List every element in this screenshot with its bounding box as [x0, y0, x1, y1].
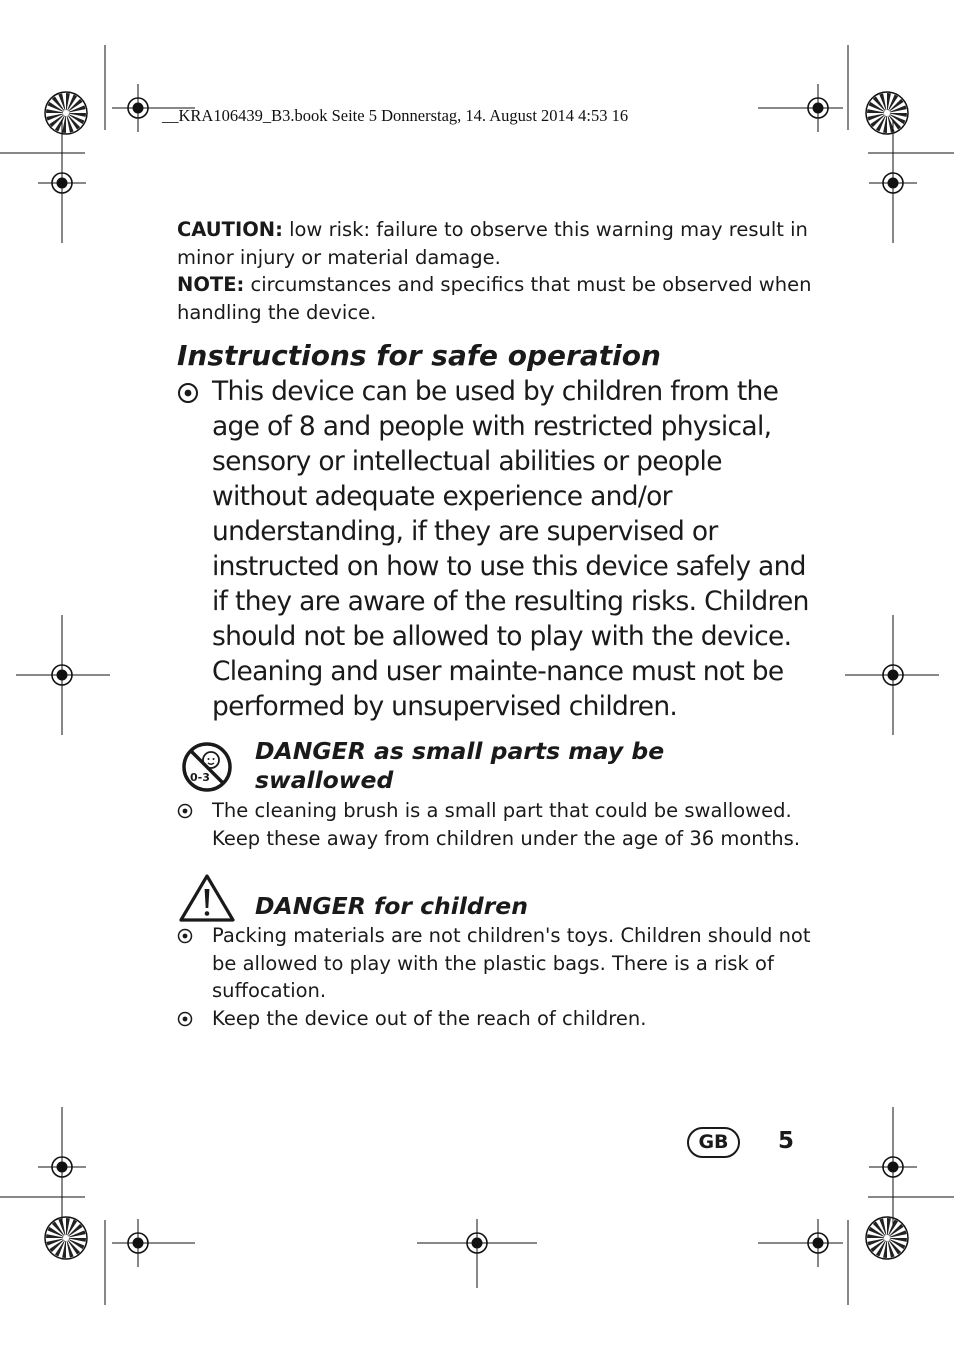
- children-danger-list: [177, 922, 817, 1032]
- star-center: [63, 110, 69, 116]
- caution-label: CAUTION:: [177, 218, 283, 241]
- list-item: [177, 374, 817, 724]
- language-badge: GB: [687, 1127, 740, 1158]
- list-item-text: This device can be used by children from the age of 8 and people with restricted physical, sensory or intellectual abilities or people without adequate experience and/or understanding, if they are supervised or instructed on how to use this device safely and if they are aware of the resulting risks. Children should not be allowed to play with the device. Cleaning and user mainte-nance must not be performed by unsupervised children.: [212, 376, 809, 722]
- target-bullet-icon: [177, 382, 199, 404]
- list-item-text: The cleaning brush is a small part that could be swallowed. Keep these away from children under the age of 36 months.: [212, 799, 801, 850]
- page-number: 5: [778, 1128, 795, 1154]
- target-bullet-icon: [177, 1011, 193, 1027]
- icon-age-label: 0-3: [190, 771, 210, 784]
- star-center: [63, 1235, 69, 1241]
- list-item-text: Packing materials are not children's toys. Children should not be allowed to play with the plastic bags. There is a risk of suffocation.: [212, 924, 811, 1002]
- warning-triangle-icon: [178, 872, 236, 924]
- caution-text: low risk: failure to observe this warning may result in minor injury or material damage.: [177, 218, 808, 269]
- note-text: circumstances and specifics that must be observed when handling the device.: [177, 273, 812, 324]
- note-definition: [177, 271, 817, 326]
- list-item: [177, 1005, 817, 1033]
- danger-small-parts-title: DANGER as small parts may be swallowed: [255, 737, 665, 794]
- danger-children-title: DANGER for children: [255, 892, 528, 920]
- list-item: [177, 922, 817, 1005]
- caution-definition: [177, 216, 817, 271]
- safe-operation-list: [177, 374, 817, 724]
- star-center: [884, 1235, 890, 1241]
- list-item: [177, 797, 817, 852]
- definitions-block: [177, 216, 817, 326]
- section-title: Instructions for safe operation: [177, 339, 661, 372]
- print-header: __KRA106439_B3.book Seite 5 Donnerstag, 14. August 2014 4:53 16: [162, 106, 629, 125]
- small-parts-warning-icon: [181, 741, 233, 793]
- note-label: NOTE:: [177, 273, 245, 296]
- target-bullet-icon: [177, 803, 193, 819]
- small-parts-list: [177, 797, 817, 852]
- star-center: [884, 110, 890, 116]
- list-item-text: Keep the device out of the reach of children.: [212, 1006, 647, 1030]
- target-bullet-icon: [177, 928, 193, 944]
